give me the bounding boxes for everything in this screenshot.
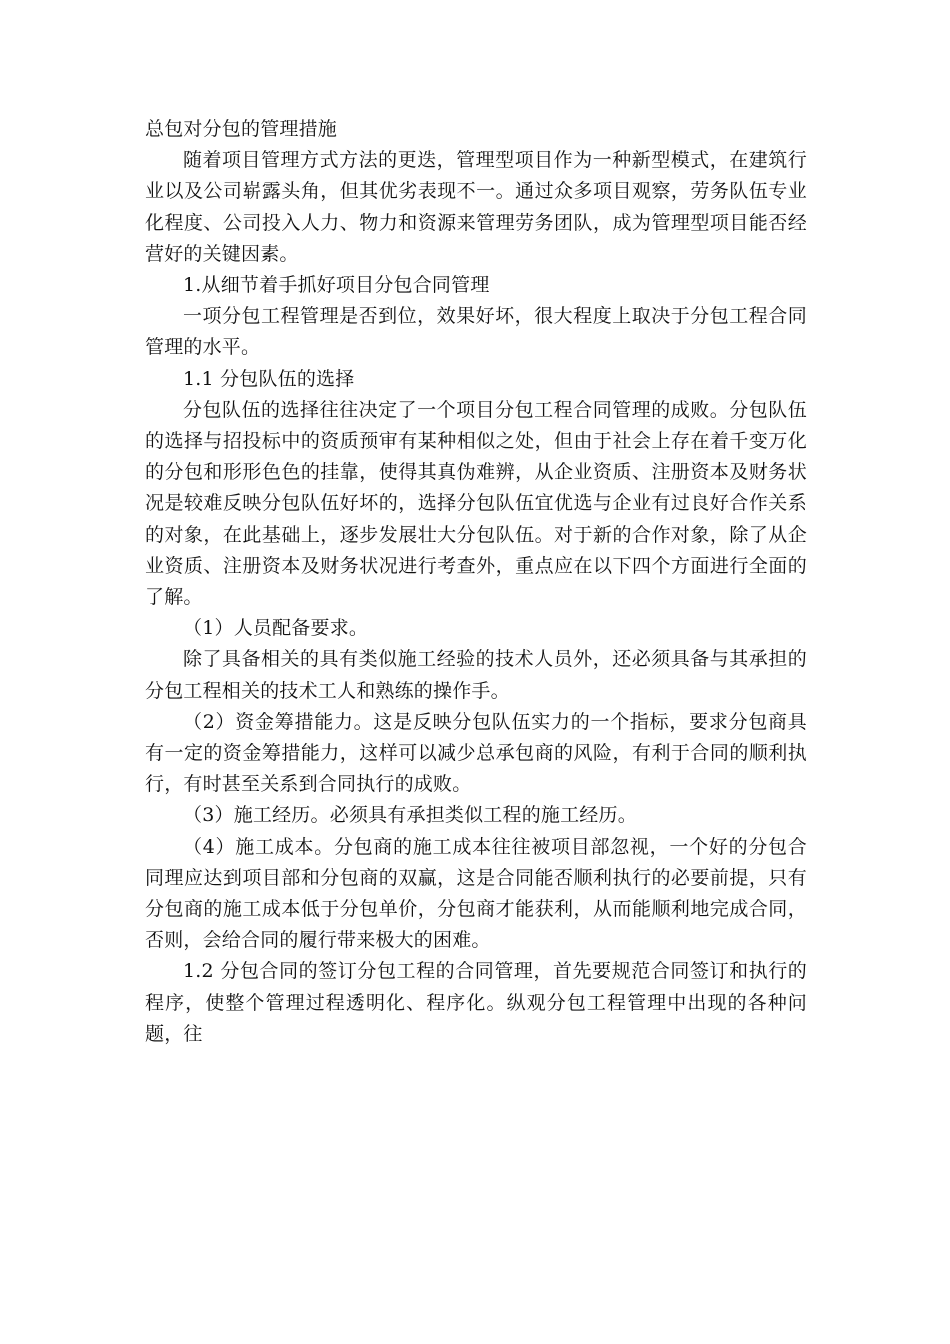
section-heading-1: 1.从细节着手抓好项目分包合同管理 xyxy=(183,274,490,297)
paragraph-section-1: 一项分包工程管理是否到位，效果好坏，很大程度上取决于分包工程合同管理的水平。 xyxy=(145,305,807,359)
list-item-4: （4）施工成本。分包商的施工成本往往被项目部忽视，一个好的分包合同理应达到项目部和分包商的双赢，这是合同能否顺利执行的必要前提，只有分包商的施工成本低于分包单价，分包商才能获利，从而能顺利地完成合同，否则，会给合同的履行带来极大的困难。 xyxy=(145,835,807,952)
list-item-1-body: 除了具备相关的具有类似施工经验的技术人员外，还必须具备与其承担的分包工程相关的技术工人和熟练的操作手。 xyxy=(145,648,807,702)
document-title: 总包对分包的管理措施 xyxy=(145,118,338,140)
document-body xyxy=(145,114,807,1050)
section-heading-1-1: 1.1 分包队伍的选择 xyxy=(183,367,355,390)
list-item-2: （2）资金筹措能力。这是反映分包队伍实力的一个指标，要求分包商具有一定的资金筹措能力，这样可以减少总承包商的风险，有利于合同的顺利执行，有时甚至关系到合同执行的成败。 xyxy=(145,710,807,796)
list-item-3: （3）施工经历。必须具有承担类似工程的施工经历。 xyxy=(183,804,637,827)
paragraph-intro: 随着项目管理方式方法的更迭，管理型项目作为一种新型模式，在建筑行业以及公司崭露头角，但其优劣表现不一。通过众多项目观察，劳务队伍专业化程度、公司投入人力、物力和资源来管理劳务团队，成为管理型项目能否经营好的关键因素。 xyxy=(145,149,807,265)
section-heading-1-2: 1.2 分包合同的签订分包工程的合同管理，首先要规范合同签订和执行的程序，使整个管理过程透明化、程序化。纵观分包工程管理中出现的各种问题，往 xyxy=(145,960,807,1045)
list-item-1-heading: （1）人员配备要求。 xyxy=(183,617,369,640)
paragraph-section-1-1: 分包队伍的选择往往决定了一个项目分包工程合同管理的成败。分包队伍的选择与招投标中的资质预审有某种相似之处，但由于社会上存在着千变万化的分包和形形色色的挂靠，使得其真伪难辨，从企业资质、注册资本及财务状况是较难反映分包队伍好坏的，选择分包队伍宜优选与企业有过良好合作关系的对象，在此基础上，逐步发展壮大分包队伍。对于新的合作对象，除了从企业资质、注册资本及财务状况进行考查外，重点应在以下四个方面进行全面的了解。 xyxy=(145,398,807,609)
